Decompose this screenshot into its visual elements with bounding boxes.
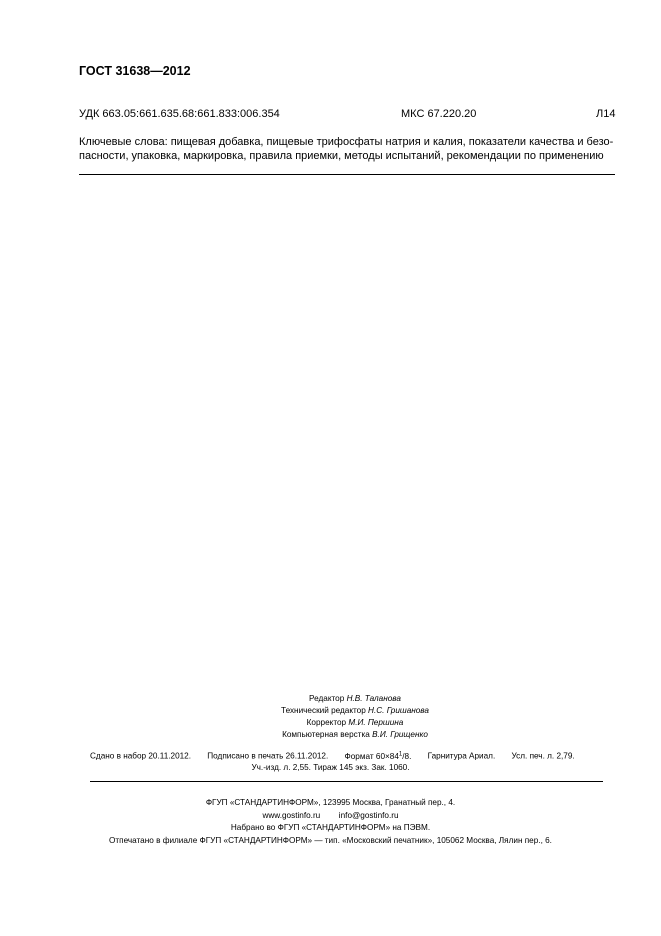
tech-editor-name: Н.С. Гришанова — [368, 706, 429, 715]
printing-block — [0, 797, 661, 847]
tech-editor-label: Технический редактор — [281, 706, 366, 715]
proofreader-label: Корректор — [306, 718, 347, 727]
format-prefix: Формат 60×84 — [344, 751, 399, 761]
category-code: Л14 — [596, 108, 616, 120]
publication-line-1 — [90, 751, 575, 761]
proofreader-name: М.И. Першина — [348, 718, 404, 727]
standard-number: ГОСТ 31638—2012 — [79, 64, 191, 78]
divider — [79, 174, 615, 175]
submitted-date: Сдано в набор 20.11.2012. — [90, 751, 192, 761]
editor-row — [230, 693, 480, 705]
credits-block — [230, 693, 480, 741]
format-sup: 1 — [398, 751, 403, 757]
editor-name: Н.В. Таланова — [346, 694, 401, 703]
format-suffix: /8. — [402, 751, 412, 761]
typeface: Гарнитура Ариал. — [427, 751, 496, 761]
proofreader-row — [230, 717, 480, 729]
editor-label: Редактор — [309, 694, 345, 703]
keywords-line-1: Ключевые слова: пищевая добавка, пищевые трифосфаты натрия и калия, показатели качества и безо- — [79, 136, 614, 148]
keywords-block — [79, 135, 619, 163]
layout-row — [230, 729, 480, 741]
mks-code: МКС 67.220.20 — [401, 108, 477, 120]
udk-code: УДК 663.05:661.635.68:661.833:006.354 — [79, 108, 280, 120]
publication-line-2: Уч.-изд. л. 2,55. Тираж 145 экз. Зак. 1060. — [251, 763, 410, 772]
contacts-row — [0, 810, 661, 823]
website-link[interactable]: www.gostinfo.ru — [262, 810, 321, 820]
divider-bottom — [90, 781, 603, 782]
publisher-address: ФГУП «СТАНДАРТИНФОРМ», 123995 Москва, Гранатный пер., 4. — [205, 798, 456, 807]
signed-date: Подписано в печать 26.11.2012. — [207, 751, 329, 761]
keywords-line-2: пасности, упаковка, маркировка, правила приемки, методы испытаний, рекомендации по применению — [79, 150, 604, 162]
paper-format — [345, 752, 412, 761]
printed-note: Отпечатано в филиале ФГУП «СТАНДАРТИНФОРМ» — тип. «Московский печатник», 105062 Москва, Лялин пер., 6. — [109, 835, 552, 845]
email-link[interactable]: info@gostinfo.ru — [338, 810, 399, 820]
tech-editor-row — [230, 705, 480, 717]
layout-name: В.И. Грищенко — [372, 730, 428, 739]
layout-label: Компьютерная верстка — [282, 730, 370, 739]
typeset-note: Набрано во ФГУП «СТАНДАРТИНФОРМ» на ПЭВМ. — [230, 823, 431, 832]
print-sheets: Усл. печ. л. 2,79. — [511, 751, 575, 761]
